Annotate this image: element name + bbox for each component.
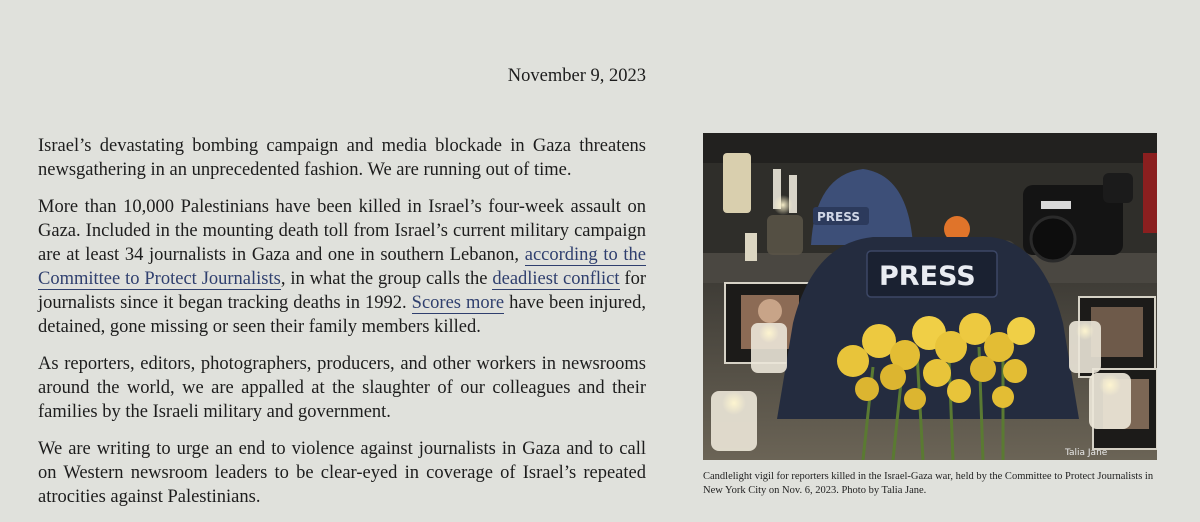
article-body — [38, 134, 646, 522]
red-candle — [1143, 153, 1157, 233]
vest-label: PRESS — [879, 261, 976, 292]
paragraph-3: As reporters, editors, photographers, producers, and other workers in newsrooms around the world, we are appalled at the slaughter of our colleagues and their families by the Israeli military and government. — [38, 354, 646, 422]
vigil-photo — [703, 133, 1157, 460]
vigil-figure — [703, 133, 1157, 498]
paragraph-2-text-a: More than 10,000 Palestinians have been killed in Israel’s four-week assault on Gaza. Included in the mounting death toll from Israel’s current military campaign are at least 34 journalists in Gaza and one in southern Lebanon, — [38, 197, 646, 265]
paragraph-2-text-b: , in what the group calls the — [280, 269, 493, 289]
candle-flame — [773, 195, 793, 215]
candle — [745, 233, 757, 261]
photo-caption: Candlelight vigil for reporters killed in the Israel-Gaza war, held by the Committee to Protect Journalists in New York City on Nov. 6, 2023. Photo by Talia Jane. — [703, 471, 1154, 496]
paragraph-4: We are writing to urge an end to violence against journalists in Gaza and to call on Western newsroom leaders to be clear-eyed in coverage of Israel’s repeated atrocities against Palestinians. — [38, 439, 646, 507]
helmet-label: PRESS — [817, 210, 860, 224]
candle-jar — [767, 215, 803, 255]
candle — [723, 153, 751, 213]
paragraph-2-text-d: have been injured, detained, gone missing or seen their family members killed. — [38, 293, 647, 337]
candle-jar-right — [1069, 321, 1101, 373]
candle-jar-mid-left — [751, 323, 787, 373]
scores-more-link[interactable]: Scores more — [411, 293, 505, 313]
article-date: November 9, 2023 — [507, 66, 646, 86]
candle-jar-foreground-right — [1089, 373, 1131, 429]
paragraph-1: Israel’s devastating bombing campaign and media blockade in Gaza threatens newsgathering in an unprecedented fashion. We are running out of time. — [38, 136, 646, 180]
candle-jar-foreground-left — [711, 391, 757, 451]
camera — [1023, 173, 1133, 261]
photo-watermark: Talia Jane — [1065, 448, 1108, 458]
cpj-link[interactable]: according to the Committee to Protect Journalists — [38, 245, 647, 289]
paragraph-2-text-c: for journalists since it began tracking deaths in 1992. — [38, 269, 646, 313]
deadliest-conflict-link[interactable]: deadliest conflict — [492, 269, 620, 289]
paragraph-2 — [38, 195, 646, 339]
